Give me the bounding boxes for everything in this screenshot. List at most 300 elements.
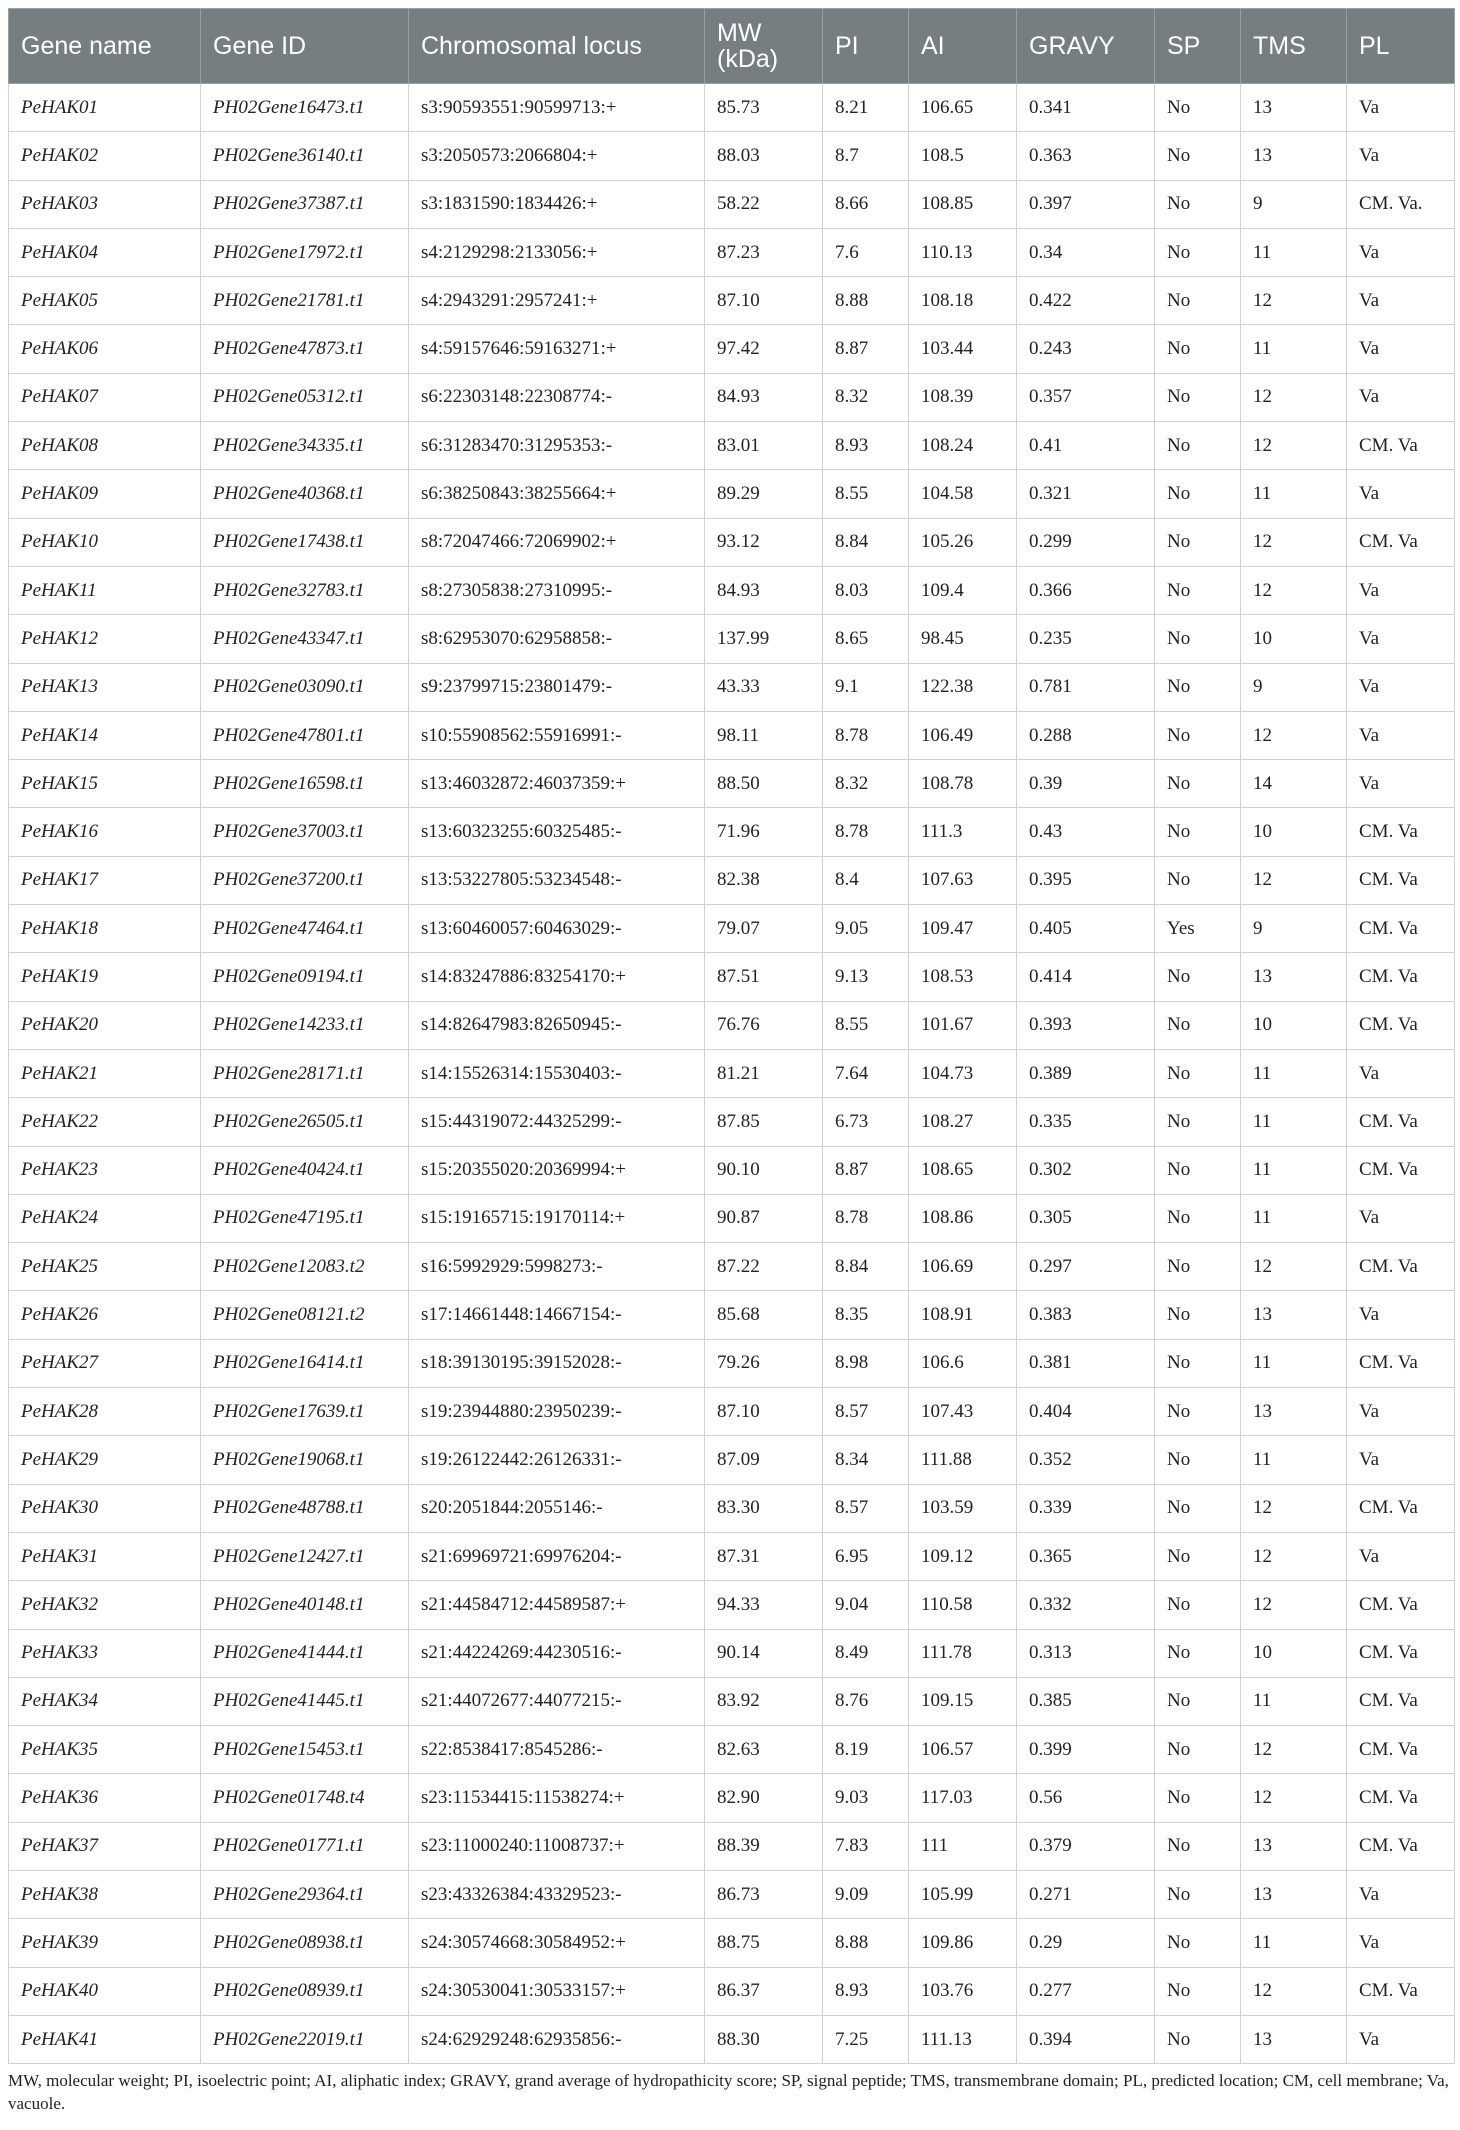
table-cell: CM. Va xyxy=(1347,1726,1455,1774)
table-cell: 11 xyxy=(1241,228,1347,276)
table-cell: PH02Gene17438.t1 xyxy=(201,518,409,566)
table-cell: No xyxy=(1155,711,1241,759)
table-cell: PH02Gene03090.t1 xyxy=(201,663,409,711)
table-cell: 8.32 xyxy=(823,373,909,421)
table-cell: 108.65 xyxy=(909,1146,1017,1194)
table-cell: Va xyxy=(1347,615,1455,663)
table-cell: PeHAK02 xyxy=(9,132,201,180)
table-row xyxy=(9,1146,1455,1194)
table-cell: 71.96 xyxy=(705,808,823,856)
table-cell: Va xyxy=(1347,760,1455,808)
table-cell: 8.34 xyxy=(823,1436,909,1484)
table-cell: 10 xyxy=(1241,615,1347,663)
table-cell: PeHAK35 xyxy=(9,1726,201,1774)
table-row xyxy=(9,1581,1455,1629)
table-cell: No xyxy=(1155,180,1241,228)
table-cell: 0.365 xyxy=(1017,1532,1155,1580)
table-cell: No xyxy=(1155,1484,1241,1532)
table-cell: s24:62929248:62935856:- xyxy=(409,2015,705,2063)
table-cell: PH02Gene47801.t1 xyxy=(201,711,409,759)
table-cell: 106.69 xyxy=(909,1243,1017,1291)
table-cell: 104.73 xyxy=(909,1049,1017,1097)
table-cell: PeHAK37 xyxy=(9,1822,201,1870)
table-cell: 8.88 xyxy=(823,1919,909,1967)
table-row xyxy=(9,1870,1455,1918)
table-cell: 12 xyxy=(1241,422,1347,470)
column-header: Gene name xyxy=(9,9,201,84)
table-cell: 8.57 xyxy=(823,1388,909,1436)
table-row xyxy=(9,1677,1455,1725)
table-cell: s20:2051844:2055146:- xyxy=(409,1484,705,1532)
table-cell: s14:82647983:82650945:- xyxy=(409,1001,705,1049)
table-cell: CM. Va xyxy=(1347,1629,1455,1677)
table-cell: PH02Gene43347.t1 xyxy=(201,615,409,663)
table-cell: PeHAK21 xyxy=(9,1049,201,1097)
table-container xyxy=(8,8,1454,2064)
table-cell: PH02Gene41445.t1 xyxy=(201,1677,409,1725)
table-cell: 0.332 xyxy=(1017,1581,1155,1629)
table-cell: 0.29 xyxy=(1017,1919,1155,1967)
table-cell: 111.3 xyxy=(909,808,1017,856)
table-cell: Va xyxy=(1347,1870,1455,1918)
table-cell: 0.321 xyxy=(1017,470,1155,518)
table-cell: 8.66 xyxy=(823,180,909,228)
table-cell: No xyxy=(1155,1194,1241,1242)
table-cell: 0.34 xyxy=(1017,228,1155,276)
table-row xyxy=(9,1243,1455,1291)
table-cell: CM. Va xyxy=(1347,1339,1455,1387)
table-cell: 0.335 xyxy=(1017,1098,1155,1146)
table-cell: 11 xyxy=(1241,1049,1347,1097)
table-cell: 110.13 xyxy=(909,228,1017,276)
column-header: Chromosomal locus xyxy=(409,9,705,84)
table-cell: 82.90 xyxy=(705,1774,823,1822)
table-cell: 0.352 xyxy=(1017,1436,1155,1484)
table-cell: PeHAK13 xyxy=(9,663,201,711)
table-cell: s8:72047466:72069902:+ xyxy=(409,518,705,566)
table-cell: 8.21 xyxy=(823,84,909,132)
table-cell: 0.404 xyxy=(1017,1388,1155,1436)
table-cell: 0.422 xyxy=(1017,277,1155,325)
table-cell: PH02Gene08121.t2 xyxy=(201,1291,409,1339)
table-cell: No xyxy=(1155,1243,1241,1291)
table-cell: No xyxy=(1155,1339,1241,1387)
table-cell: 106.57 xyxy=(909,1726,1017,1774)
table-cell: 79.07 xyxy=(705,905,823,953)
table-cell: PH02Gene29364.t1 xyxy=(201,1870,409,1918)
table-cell: Va xyxy=(1347,711,1455,759)
table-cell: PeHAK11 xyxy=(9,566,201,614)
table-cell: PH02Gene37200.t1 xyxy=(201,856,409,904)
table-cell: s21:69969721:69976204:- xyxy=(409,1532,705,1580)
table-cell: PeHAK32 xyxy=(9,1581,201,1629)
table-cell: 0.297 xyxy=(1017,1243,1155,1291)
table-cell: 87.23 xyxy=(705,228,823,276)
table-cell: 85.73 xyxy=(705,84,823,132)
table-cell: PeHAK14 xyxy=(9,711,201,759)
table-cell: PH02Gene14233.t1 xyxy=(201,1001,409,1049)
table-cell: 0.395 xyxy=(1017,856,1155,904)
table-cell: 90.87 xyxy=(705,1194,823,1242)
table-row xyxy=(9,373,1455,421)
table-cell: PH02Gene34335.t1 xyxy=(201,422,409,470)
table-cell: 87.09 xyxy=(705,1436,823,1484)
table-cell: 0.243 xyxy=(1017,325,1155,373)
table-cell: CM. Va xyxy=(1347,1774,1455,1822)
table-cell: PH02Gene16414.t1 xyxy=(201,1339,409,1387)
table-cell: 103.59 xyxy=(909,1484,1017,1532)
table-cell: 8.87 xyxy=(823,325,909,373)
table-cell: 11 xyxy=(1241,325,1347,373)
table-cell: CM. Va xyxy=(1347,856,1455,904)
table-cell: s3:1831590:1834426:+ xyxy=(409,180,705,228)
table-cell: 8.32 xyxy=(823,760,909,808)
table-row xyxy=(9,663,1455,711)
table-cell: s6:22303148:22308774:- xyxy=(409,373,705,421)
table-cell: CM. Va xyxy=(1347,953,1455,1001)
table-cell: PeHAK40 xyxy=(9,1967,201,2015)
table-cell: 9.03 xyxy=(823,1774,909,1822)
table-cell: 13 xyxy=(1241,1870,1347,1918)
table-cell: s3:2050573:2066804:+ xyxy=(409,132,705,180)
table-header-row xyxy=(9,9,1455,84)
table-cell: 12 xyxy=(1241,373,1347,421)
table-cell: 13 xyxy=(1241,1388,1347,1436)
table-cell: 0.781 xyxy=(1017,663,1155,711)
table-cell: 83.01 xyxy=(705,422,823,470)
table-cell: CM. Va xyxy=(1347,905,1455,953)
table-cell: 106.6 xyxy=(909,1339,1017,1387)
table-row xyxy=(9,1194,1455,1242)
table-cell: PeHAK29 xyxy=(9,1436,201,1484)
table-cell: PeHAK26 xyxy=(9,1291,201,1339)
table-cell: 8.78 xyxy=(823,1194,909,1242)
table-cell: 13 xyxy=(1241,132,1347,180)
table-cell: Va xyxy=(1347,132,1455,180)
table-body xyxy=(9,84,1455,2064)
table-cell: PeHAK25 xyxy=(9,1243,201,1291)
table-cell: 12 xyxy=(1241,1484,1347,1532)
table-row xyxy=(9,422,1455,470)
table-cell: 0.341 xyxy=(1017,84,1155,132)
table-cell: PH02Gene26505.t1 xyxy=(201,1098,409,1146)
table-cell: 12 xyxy=(1241,1581,1347,1629)
table-row xyxy=(9,84,1455,132)
table-row xyxy=(9,1774,1455,1822)
table-cell: 82.63 xyxy=(705,1726,823,1774)
table-cell: s16:5992929:5998273:- xyxy=(409,1243,705,1291)
table-cell: 0.305 xyxy=(1017,1194,1155,1242)
table-row xyxy=(9,325,1455,373)
table-row xyxy=(9,856,1455,904)
table-cell: 13 xyxy=(1241,1291,1347,1339)
table-cell: No xyxy=(1155,518,1241,566)
table-cell: No xyxy=(1155,470,1241,518)
table-cell: PeHAK41 xyxy=(9,2015,201,2063)
table-cell: 111.78 xyxy=(909,1629,1017,1677)
table-cell: No xyxy=(1155,1436,1241,1484)
table-cell: PH02Gene32783.t1 xyxy=(201,566,409,614)
table-cell: Va xyxy=(1347,1436,1455,1484)
table-cell: 103.44 xyxy=(909,325,1017,373)
table-cell: 108.27 xyxy=(909,1098,1017,1146)
table-cell: PeHAK24 xyxy=(9,1194,201,1242)
table-cell: s21:44072677:44077215:- xyxy=(409,1677,705,1725)
table-cell: 88.75 xyxy=(705,1919,823,1967)
table-row xyxy=(9,1967,1455,2015)
table-row xyxy=(9,518,1455,566)
table-cell: PH02Gene01748.t4 xyxy=(201,1774,409,1822)
table-cell: 9.09 xyxy=(823,1870,909,1918)
table-cell: PH02Gene41444.t1 xyxy=(201,1629,409,1677)
table-cell: No xyxy=(1155,1581,1241,1629)
table-cell: No xyxy=(1155,325,1241,373)
table-cell: Va xyxy=(1347,663,1455,711)
table-cell: PeHAK09 xyxy=(9,470,201,518)
table-cell: 83.30 xyxy=(705,1484,823,1532)
table-cell: 76.76 xyxy=(705,1001,823,1049)
table-cell: s4:2943291:2957241:+ xyxy=(409,277,705,325)
table-cell: 8.49 xyxy=(823,1629,909,1677)
table-row xyxy=(9,2015,1455,2063)
table-cell: PH02Gene47195.t1 xyxy=(201,1194,409,1242)
table-cell: 110.58 xyxy=(909,1581,1017,1629)
table-cell: s14:15526314:15530403:- xyxy=(409,1049,705,1097)
table-row xyxy=(9,1919,1455,1967)
table-cell: 8.93 xyxy=(823,422,909,470)
table-cell: PH02Gene19068.t1 xyxy=(201,1436,409,1484)
table-cell: 8.98 xyxy=(823,1339,909,1387)
table-cell: No xyxy=(1155,84,1241,132)
table-cell: PeHAK01 xyxy=(9,84,201,132)
table-cell: PeHAK05 xyxy=(9,277,201,325)
table-cell: 86.73 xyxy=(705,1870,823,1918)
table-cell: s15:44319072:44325299:- xyxy=(409,1098,705,1146)
table-cell: 108.39 xyxy=(909,373,1017,421)
table-cell: 98.45 xyxy=(909,615,1017,663)
table-cell: 107.63 xyxy=(909,856,1017,904)
hak-gene-table xyxy=(8,8,1455,2064)
table-cell: 0.363 xyxy=(1017,132,1155,180)
table-row xyxy=(9,1629,1455,1677)
table-cell: 7.64 xyxy=(823,1049,909,1097)
table-cell: PH02Gene47873.t1 xyxy=(201,325,409,373)
table-cell: 12 xyxy=(1241,1967,1347,2015)
table-cell: s6:31283470:31295353:- xyxy=(409,422,705,470)
table-cell: s13:53227805:53234548:- xyxy=(409,856,705,904)
table-cell: 13 xyxy=(1241,84,1347,132)
table-cell: 8.78 xyxy=(823,808,909,856)
table-cell: 101.67 xyxy=(909,1001,1017,1049)
table-cell: 0.405 xyxy=(1017,905,1155,953)
table-row xyxy=(9,132,1455,180)
table-row xyxy=(9,470,1455,518)
table-cell: Va xyxy=(1347,2015,1455,2063)
column-header: Gene ID xyxy=(201,9,409,84)
table-cell: 12 xyxy=(1241,277,1347,325)
table-cell: 8.55 xyxy=(823,470,909,518)
table-cell: PH02Gene48788.t1 xyxy=(201,1484,409,1532)
table-cell: Yes xyxy=(1155,905,1241,953)
table-cell: 6.95 xyxy=(823,1532,909,1580)
table-cell: PH02Gene40148.t1 xyxy=(201,1581,409,1629)
table-cell: No xyxy=(1155,1146,1241,1194)
table-cell: 108.78 xyxy=(909,760,1017,808)
table-cell: 0.299 xyxy=(1017,518,1155,566)
table-cell: No xyxy=(1155,422,1241,470)
table-cell: 0.277 xyxy=(1017,1967,1155,2015)
table-cell: Va xyxy=(1347,1049,1455,1097)
table-cell: 9.1 xyxy=(823,663,909,711)
table-cell: s21:44584712:44589587:+ xyxy=(409,1581,705,1629)
table-cell: s4:59157646:59163271:+ xyxy=(409,325,705,373)
column-header: MW (kDa) xyxy=(705,9,823,84)
table-cell: 88.50 xyxy=(705,760,823,808)
table-cell: PH02Gene16598.t1 xyxy=(201,760,409,808)
table-cell: 109.47 xyxy=(909,905,1017,953)
table-cell: 8.87 xyxy=(823,1146,909,1194)
table-cell: No xyxy=(1155,615,1241,663)
table-cell: s23:11534415:11538274:+ xyxy=(409,1774,705,1822)
table-cell: 82.38 xyxy=(705,856,823,904)
table-cell: PH02Gene12083.t2 xyxy=(201,1243,409,1291)
table-cell: PeHAK30 xyxy=(9,1484,201,1532)
table-cell: 87.85 xyxy=(705,1098,823,1146)
table-cell: 0.39 xyxy=(1017,760,1155,808)
table-row xyxy=(9,1339,1455,1387)
table-cell: PeHAK17 xyxy=(9,856,201,904)
table-cell: CM. Va xyxy=(1347,518,1455,566)
table-cell: 9.13 xyxy=(823,953,909,1001)
table-row xyxy=(9,180,1455,228)
table-cell: 11 xyxy=(1241,1339,1347,1387)
table-cell: 0.357 xyxy=(1017,373,1155,421)
table-cell: PH02Gene12427.t1 xyxy=(201,1532,409,1580)
table-cell: 10 xyxy=(1241,1629,1347,1677)
table-cell: 85.68 xyxy=(705,1291,823,1339)
table-cell: PH02Gene37387.t1 xyxy=(201,180,409,228)
table-cell: 0.288 xyxy=(1017,711,1155,759)
table-cell: CM. Va xyxy=(1347,1822,1455,1870)
table-cell: PeHAK19 xyxy=(9,953,201,1001)
table-cell: 87.31 xyxy=(705,1532,823,1580)
table-cell: No xyxy=(1155,132,1241,180)
table-cell: PeHAK03 xyxy=(9,180,201,228)
table-row xyxy=(9,1098,1455,1146)
table-cell: 111.88 xyxy=(909,1436,1017,1484)
table-cell: No xyxy=(1155,1388,1241,1436)
table-cell: 87.51 xyxy=(705,953,823,1001)
table-cell: PeHAK27 xyxy=(9,1339,201,1387)
table-cell: s19:26122442:26126331:- xyxy=(409,1436,705,1484)
table-cell: 8.78 xyxy=(823,711,909,759)
table-cell: 97.42 xyxy=(705,325,823,373)
table-cell: No xyxy=(1155,1532,1241,1580)
table-cell: PH02Gene36140.t1 xyxy=(201,132,409,180)
table-cell: 0.381 xyxy=(1017,1339,1155,1387)
table-cell: s24:30530041:30533157:+ xyxy=(409,1967,705,2015)
table-cell: 111.13 xyxy=(909,2015,1017,2063)
table-cell: No xyxy=(1155,1774,1241,1822)
table-cell: PH02Gene17639.t1 xyxy=(201,1388,409,1436)
table-cell: PH02Gene16473.t1 xyxy=(201,84,409,132)
table-cell: PH02Gene05312.t1 xyxy=(201,373,409,421)
table-footnote: MW, molecular weight; PI, isoelectric point; AI, aliphatic index; GRAVY, grand average of hydropathicity score; SP, signal peptide; TMS, transmembrane domain; PL, predicted location; CM, cell membrane; Va, vacuole. xyxy=(8,2071,1449,2113)
table-cell: 84.93 xyxy=(705,373,823,421)
table-cell: 79.26 xyxy=(705,1339,823,1387)
table-cell: 11 xyxy=(1241,1194,1347,1242)
table-cell: 0.271 xyxy=(1017,1870,1155,1918)
column-header: SP xyxy=(1155,9,1241,84)
table-cell: 12 xyxy=(1241,1243,1347,1291)
table-cell: s14:83247886:83254170:+ xyxy=(409,953,705,1001)
table-cell: 8.55 xyxy=(823,1001,909,1049)
table-cell: 104.58 xyxy=(909,470,1017,518)
table-cell: 0.414 xyxy=(1017,953,1155,1001)
table-cell: PeHAK12 xyxy=(9,615,201,663)
table-cell: Va xyxy=(1347,566,1455,614)
table-cell: s23:43326384:43329523:- xyxy=(409,1870,705,1918)
table-cell: s18:39130195:39152028:- xyxy=(409,1339,705,1387)
table-cell: PeHAK16 xyxy=(9,808,201,856)
table-cell: No xyxy=(1155,1870,1241,1918)
table-cell: 0.41 xyxy=(1017,422,1155,470)
table-cell: 43.33 xyxy=(705,663,823,711)
table-cell: PH02Gene09194.t1 xyxy=(201,953,409,1001)
table-row xyxy=(9,953,1455,1001)
table-row xyxy=(9,1049,1455,1097)
table-cell: s24:30574668:30584952:+ xyxy=(409,1919,705,1967)
table-cell: 105.26 xyxy=(909,518,1017,566)
table-cell: 0.313 xyxy=(1017,1629,1155,1677)
table-cell: No xyxy=(1155,856,1241,904)
table-cell: 108.24 xyxy=(909,422,1017,470)
table-cell: 12 xyxy=(1241,1532,1347,1580)
table-cell: 0.383 xyxy=(1017,1291,1155,1339)
table-cell: 108.86 xyxy=(909,1194,1017,1242)
table-cell: 13 xyxy=(1241,953,1347,1001)
table-cell: 107.43 xyxy=(909,1388,1017,1436)
table-cell: PeHAK38 xyxy=(9,1870,201,1918)
table-cell: 122.38 xyxy=(909,663,1017,711)
table-row xyxy=(9,760,1455,808)
table-cell: 98.11 xyxy=(705,711,823,759)
table-cell: No xyxy=(1155,1098,1241,1146)
table-cell: PH02Gene37003.t1 xyxy=(201,808,409,856)
table-cell: 0.399 xyxy=(1017,1726,1155,1774)
table-cell: CM. Va xyxy=(1347,1001,1455,1049)
table-cell: PeHAK31 xyxy=(9,1532,201,1580)
table-cell: PH02Gene08939.t1 xyxy=(201,1967,409,2015)
table-cell: PeHAK33 xyxy=(9,1629,201,1677)
table-cell: Va xyxy=(1347,325,1455,373)
table-cell: 87.10 xyxy=(705,1388,823,1436)
table-cell: CM. Va xyxy=(1347,1677,1455,1725)
table-row xyxy=(9,1532,1455,1580)
table-cell: Va xyxy=(1347,373,1455,421)
table-cell: s13:60460057:60463029:- xyxy=(409,905,705,953)
table-cell: 11 xyxy=(1241,1436,1347,1484)
table-cell: No xyxy=(1155,1822,1241,1870)
table-cell: 106.49 xyxy=(909,711,1017,759)
table-row xyxy=(9,1484,1455,1532)
table-cell: 94.33 xyxy=(705,1581,823,1629)
table-cell: 12 xyxy=(1241,711,1347,759)
table-cell: 12 xyxy=(1241,856,1347,904)
table-row xyxy=(9,808,1455,856)
table-cell: 84.93 xyxy=(705,566,823,614)
table-cell: 8.84 xyxy=(823,1243,909,1291)
